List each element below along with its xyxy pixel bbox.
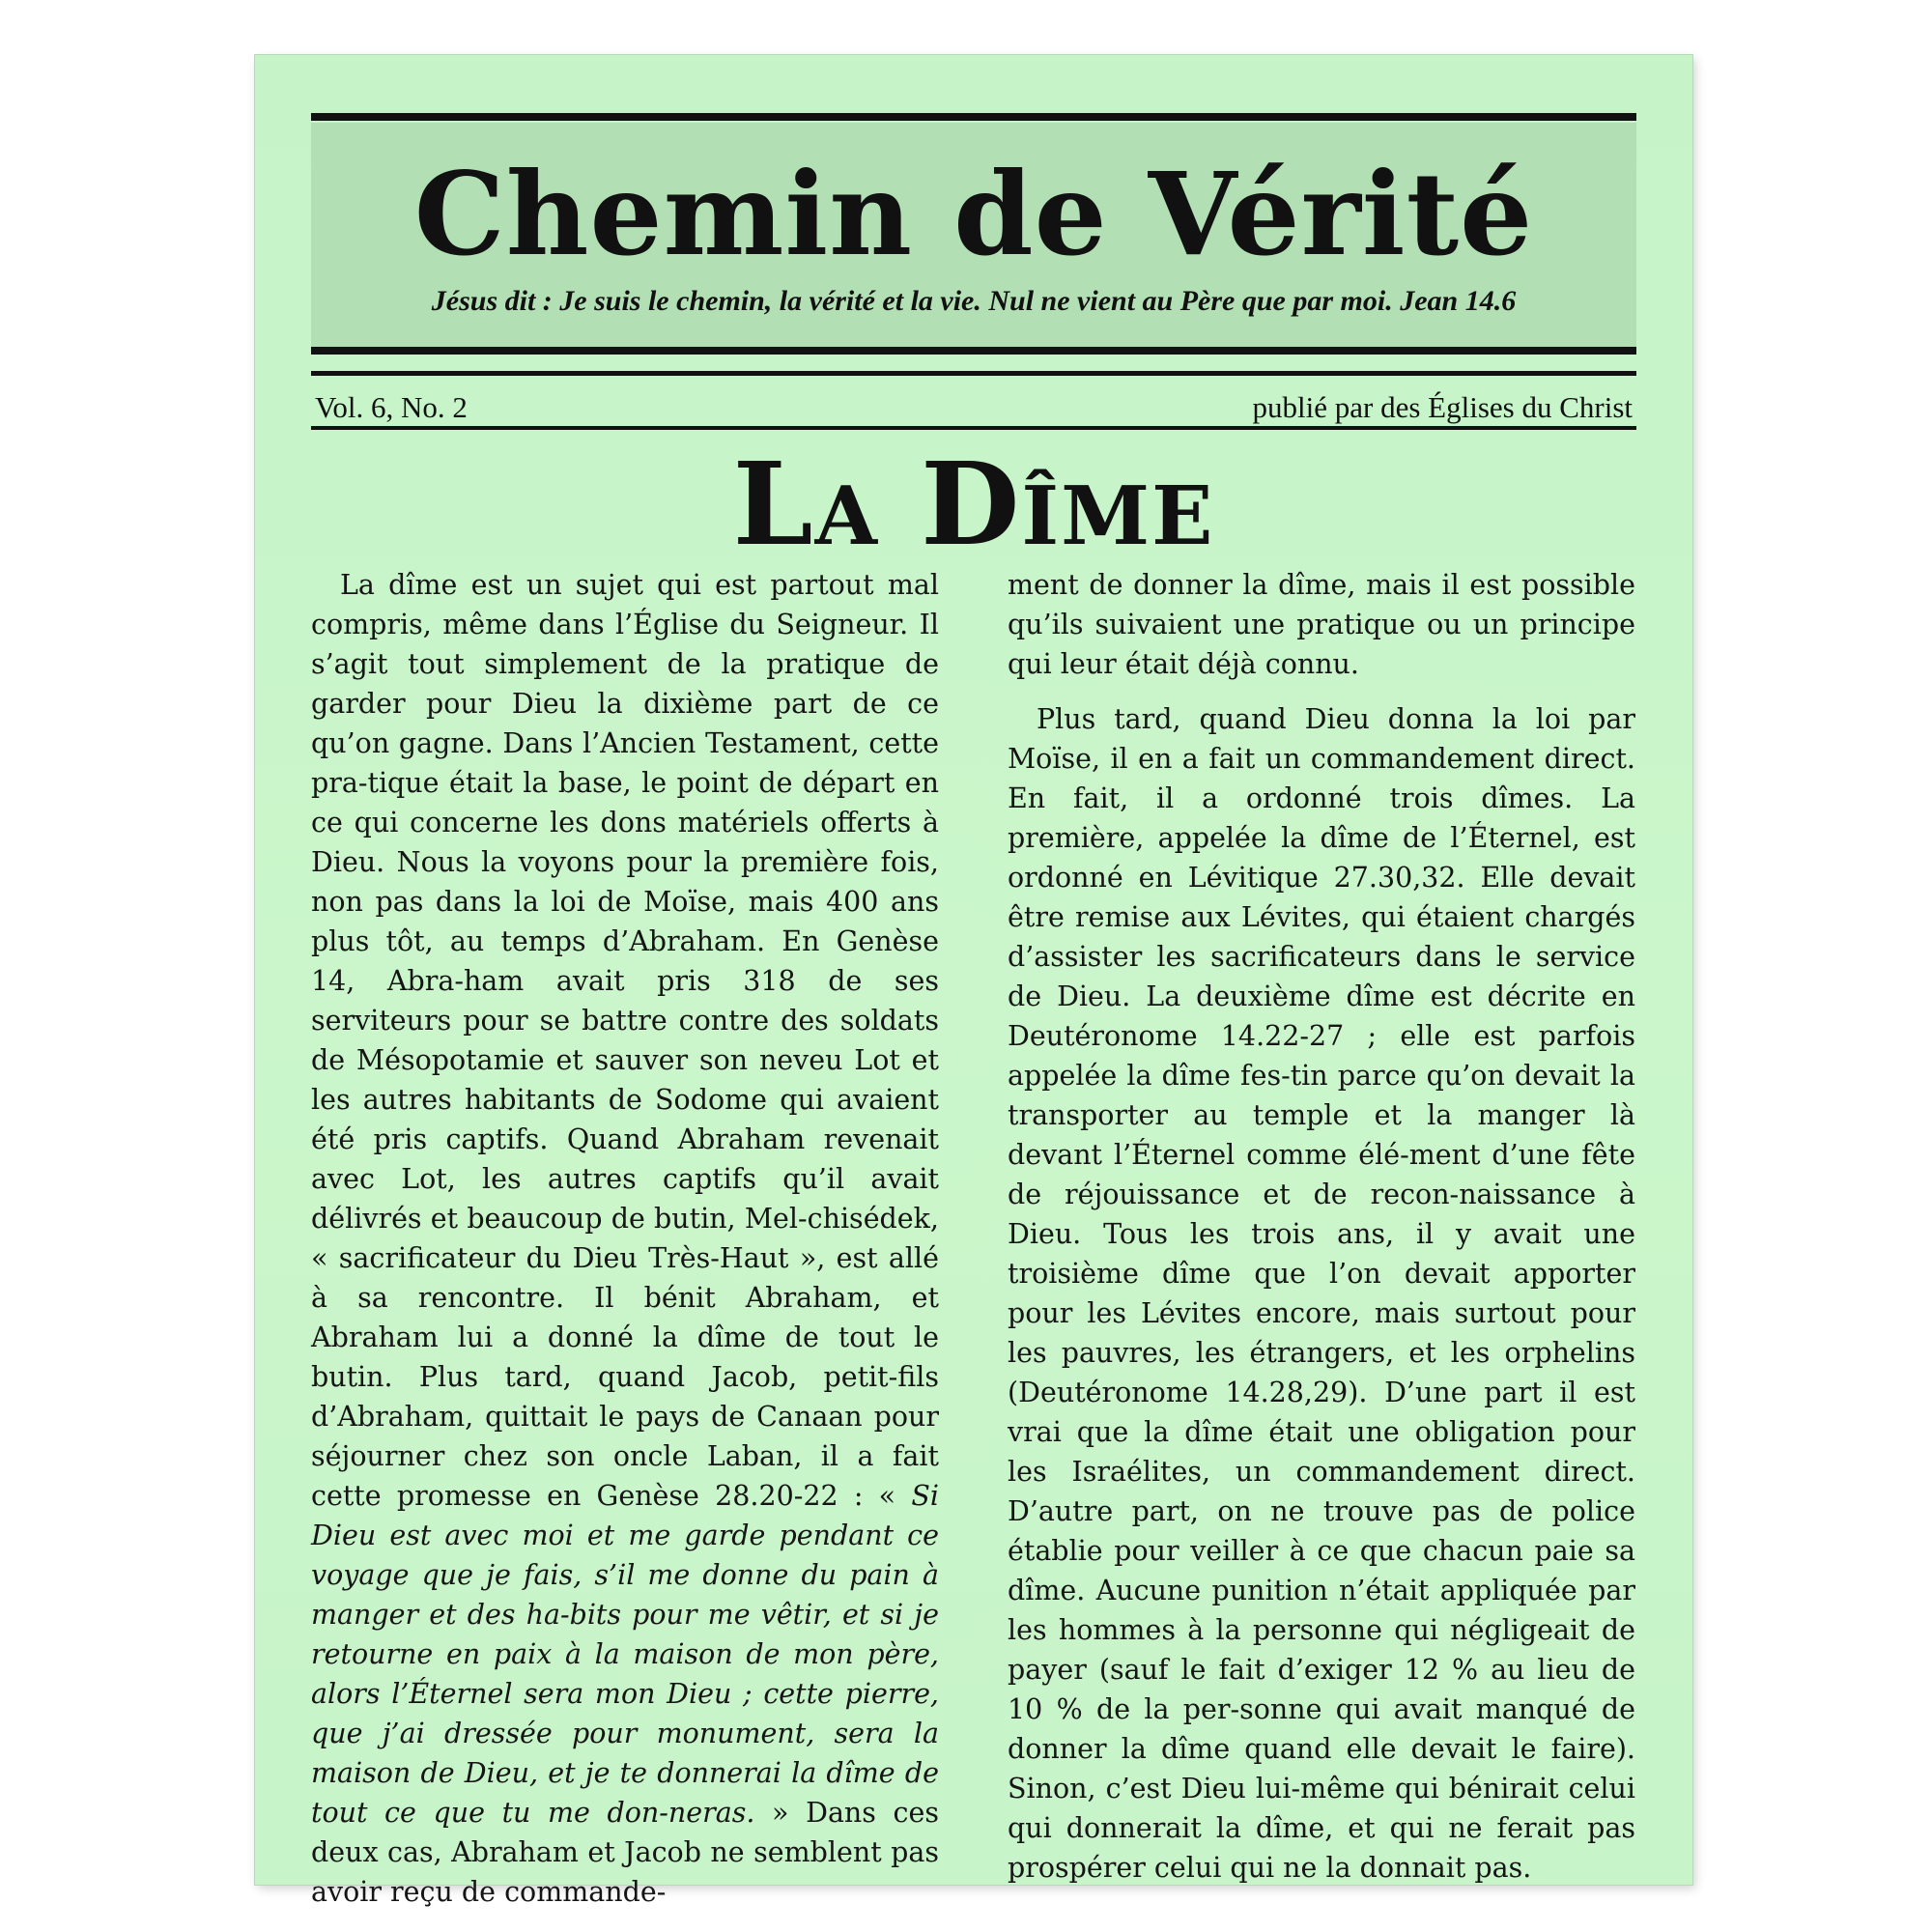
masthead-verse: Jésus dit : Je suis le chemin, la vérité et la vie. Nul ne vient au Père que par moi. Jean 14.6: [431, 285, 1517, 317]
article-paragraph: Plus tard, quand Dieu donna la loi par Moïse, il en a fait un commandement direct. En fait, il a ordonné trois dîmes. La première, appelée la dîme de l’Éternel, est ordonné en Lévitique 27.30,32. Elle devait être remise aux Lévites, qui étaient chargés d’assister les sacrificateurs dans le service de Dieu. La deuxième dîme est décrite en Deutéronome 14.22-27 ; elle est parfois appelée la dîme fes-tin parce qu’on devait la transporter au temple et la manger là devant l’Éternel comme élé-ment d’une fête de réjouissance et de recon-naissance à Dieu. Tous les trois ans, il y avait une troisième dîme que l’on devait apporter pour les Lévites encore, mais surtout pour les pauvres, les étrangers, et les orphelins (Deutéronome 14.28,29). D’une part il est vrai que la dîme était une obligation pour les Israélites, un commandement direct. D’autre part, on ne trouve pas de police établie pour veiller à ce que chacun paie sa dîme. Aucune punition n’était appliquée par les hommes à la personne qui négligeait de payer (sauf le fait d’exiger 12 % au lieu de 10 % de la per-sonne qui avait manqué de donner la dîme quand elle devait le faire). Sinon, c’est Dieu lui-même qui bénirait celui qui donnerait la dîme, et qui ne ferait pas prospérer celui qui ne la donnait pas.: [1008, 703, 1635, 1884]
masthead: [311, 123, 1636, 347]
masthead-bottom-rule: [311, 347, 1636, 355]
paragraph-text: La dîme est un sujet qui est partout mal compris, même dans l’Église du Seigneur. Il s’agit tout simplement de la pratique de garder pour Dieu la dixième part de ce qu’on gagne. Dans l’Ancien Testament, cette pra-tique était la base, le point de départ en ce qui concerne les dons matériels offerts à Dieu. Nous la voyons pour la première fois, non pas dans la loi de Moïse, mais 400 ans plus tôt, au temps d’Abraham. En Genèse 14, Abra-ham avait pris 318 de ses serviteurs pour se battre contre des soldats de Mésopotamie et sauver son neveu Lot et les autres habitants de Sodome qui avaient été pris captifs. Quand Abraham revenait avec Lot, les autres captifs qu’il avait délivrés et beaucoup de butin, Mel-chisédek, « sacrificateur du Dieu Très-Haut », est allé à sa rencontre. Il bénit Abraham, et Abraham lui a donné la dîme de tout le butin. Plus tard, quand Jacob, petit-fils d’Abraham, quittait le pays de Canaan pour séjourner chez son oncle Laban, il a fait cette promesse en Genèse 28.20-22 : «: [311, 569, 939, 1512]
issue-publisher: publié par des Églises du Christ: [1252, 390, 1633, 424]
masthead-top-rule: [311, 113, 1636, 121]
article-paragraph: [311, 565, 939, 1912]
scripture-quote: Si Dieu est avec moi et me garde pendant ce voyage que je fais, s’il me donne du pain à manger et des ha-bits pour me vêtir, et si je retourne en paix à la maison de mon père, alors l’Éternel sera mon Dieu ; cette pierre, que j’ai dressée pour monument, sera la maison de Dieu, et je te donnerai la dîme de tout ce que tu me don-neras.: [311, 1480, 939, 1829]
paragraph-text-after-quote: » Dans ces deux cas, Abraham et Jacob ne semblent pas avoir reçu de commande-: [311, 1797, 939, 1908]
article-paragraph-continuation: ment de donner la dîme, mais il est possible qu’ils suivaient une pratique ou un principe qui leur était déjà connu.: [1008, 569, 1635, 680]
issue-bottom-rule: [311, 426, 1636, 430]
issue-line: [311, 388, 1636, 431]
issue-top-rule: [311, 371, 1636, 376]
issue-volume: Vol. 6, No. 2: [315, 390, 468, 424]
article-title: La Dîme: [732, 437, 1215, 571]
article-column-left: [311, 565, 939, 1912]
masthead-title: Chemin de Vérité: [413, 147, 1534, 281]
article-column-right: [1008, 565, 1635, 1888]
newsletter-page: [255, 55, 1692, 1908]
